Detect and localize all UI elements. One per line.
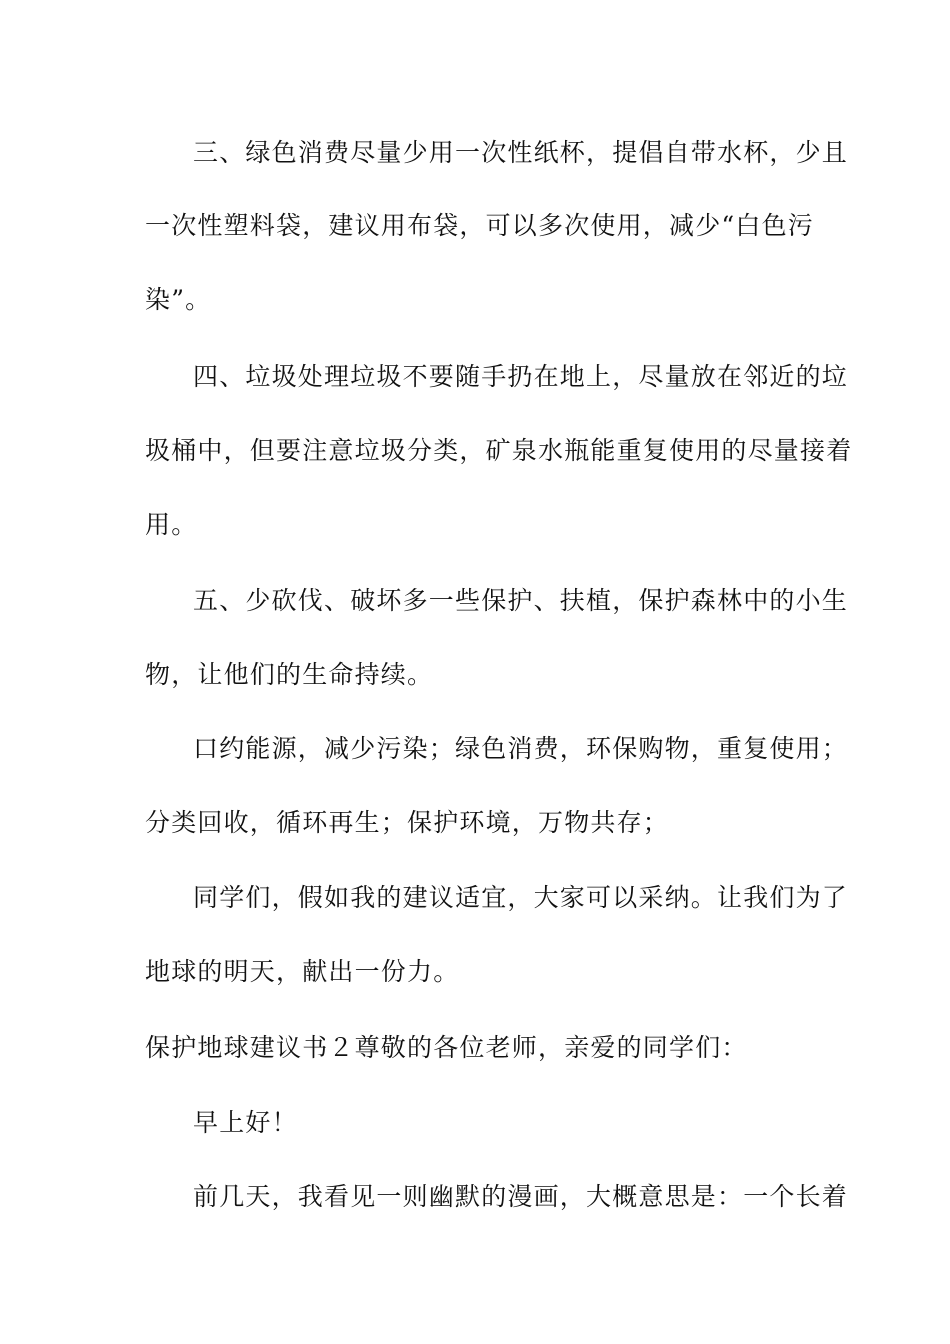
greeting: 早上好！ <box>193 1108 298 1137</box>
text-line: 同学们，假如我的建议适宜，大家可以采纳。让我们为了 <box>193 883 849 912</box>
text-line: 物，让他们的生命持续。 <box>145 660 434 689</box>
text-line: 五、少砍伐、破坏多一些保护、扶植，保护森林中的小生 <box>193 586 849 615</box>
text-line: 三、绿色消费尽量少用一次性纸杯，提倡自带水杯，少且 <box>193 138 849 167</box>
text-line: 一次性塑料袋，建议用布袋，可以多次使用，减少“白色污 <box>145 211 814 240</box>
text-line: 口约能源，减少污染；绿色消费，环保购物，重复使用； <box>193 734 849 763</box>
text-line: 用。 <box>145 510 198 539</box>
text-line: 前几天，我看见一则幽默的漫画，大概意思是：一个长着 <box>193 1182 849 1211</box>
text-line: 四、垃圾处理垃圾不要随手扔在地上，尽量放在邻近的垃 <box>193 362 849 391</box>
text-line: 地球的明天，献出一份力。 <box>145 957 460 986</box>
section-heading: 保护地球建议书２尊敬的各位老师，亲爱的同学们： <box>145 1033 748 1062</box>
text-line: 圾桶中，但要注意垃圾分类，矿泉水瓶能重复使用的尽量接着 <box>145 436 853 465</box>
text-line: 染”。 <box>145 285 212 314</box>
text-line: 分类回收，循环再生；保护环境，万物共存； <box>145 808 670 837</box>
